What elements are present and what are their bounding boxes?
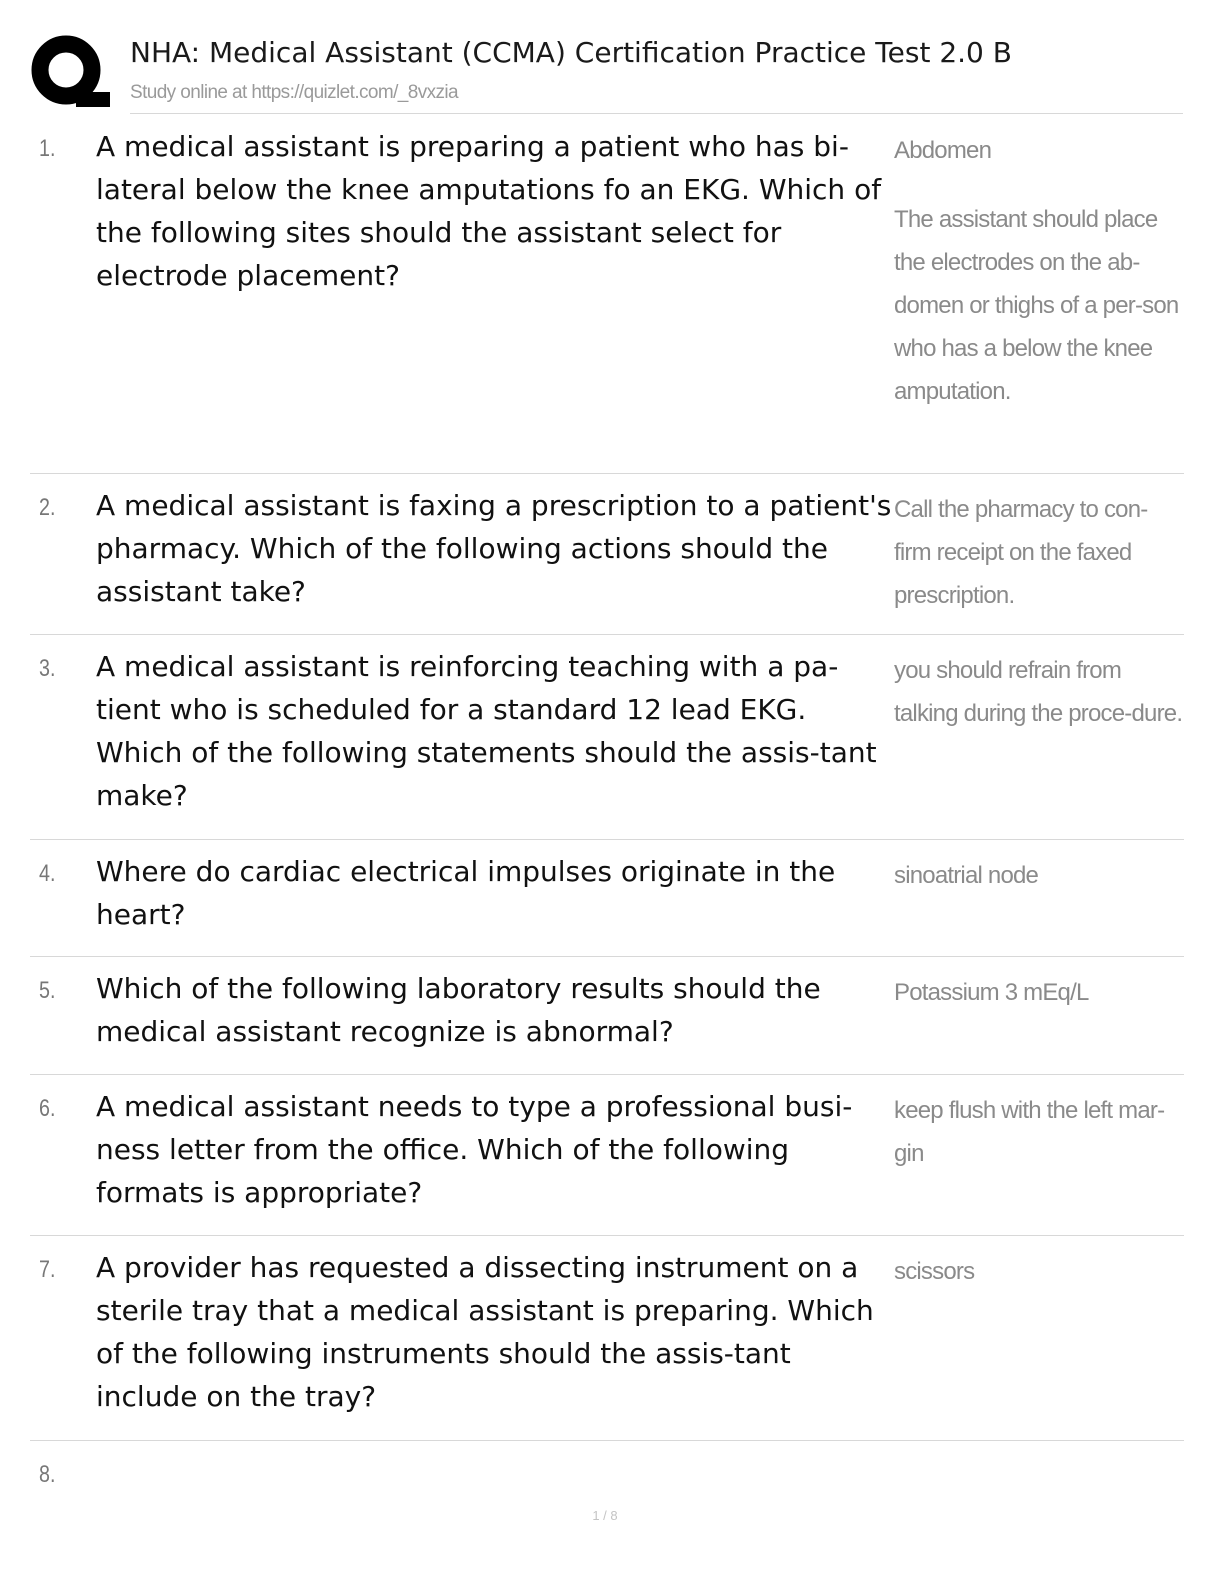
card-answer-explanation: The assistant should place the electrodes on the ab-domen or thighs of a per-son who has a below the knee amputation. (894, 206, 1179, 405)
flashcard-list (30, 115, 1184, 1511)
card-answer: Potassium 3 mEq/L (894, 979, 1089, 1006)
card-answer-term: Abdomen (894, 137, 992, 164)
card-question: A medical assistant needs to type a professional busi-ness letter from the office. Which of the following formats is appropriate? (96, 1090, 853, 1209)
card-question: Where do cardiac electrical impulses originate in the heart? (96, 855, 836, 931)
flashcard-7 (30, 1236, 1184, 1441)
card-number: 1. (39, 135, 56, 162)
card-answer: you should refrain from talking during the proce-dure. (894, 657, 1183, 727)
flashcard-3 (30, 635, 1184, 840)
card-number: 8. (39, 1461, 56, 1488)
card-number: 4. (39, 860, 56, 887)
flashcard-5 (30, 957, 1184, 1075)
card-number: 6. (39, 1095, 56, 1122)
card-number: 7. (39, 1256, 56, 1283)
card-number: 5. (39, 977, 56, 1004)
card-number: 3. (39, 655, 56, 682)
header-divider (130, 113, 1183, 114)
card-answer: keep flush with the left mar-gin (894, 1097, 1165, 1167)
card-question: A medical assistant is reinforcing teaching with a pa-tient who is scheduled for a standard 12 lead EKG. Which of the following statements should the assis-tant make? (96, 650, 877, 812)
page-number: 1 / 8 (592, 1508, 618, 1523)
card-question: A medical assistant is preparing a patient who has bi-lateral below the knee amputations fo an EKG. Which of the following sites should the assistant select for electrode placement? (96, 130, 882, 292)
flashcard-1 (30, 115, 1184, 474)
flashcard-4 (30, 840, 1184, 957)
quizlet-logo-icon (30, 34, 110, 110)
flashcard-6 (30, 1075, 1184, 1236)
card-question: A medical assistant is faxing a prescription to a patient's pharmacy. Which of the following actions should the assistant take? (96, 489, 892, 608)
card-question: A provider has requested a dissecting instrument on a sterile tray that a medical assistant is preparing. Which of the following instruments should the assis-tant include on the tray? (96, 1251, 874, 1413)
page-title: NHA: Medical Assistant (CCMA) Certification Practice Test 2.0 B (130, 36, 1012, 69)
card-answer: Call the pharmacy to con-firm receipt on the faxed prescription. (894, 496, 1148, 609)
card-answer (894, 129, 1184, 413)
flashcard-8 (30, 1441, 1184, 1511)
study-online-link[interactable]: Study online at https://quizlet.com/_8vxzia (130, 82, 459, 103)
card-number: 2. (39, 494, 56, 521)
card-answer: sinoatrial node (894, 862, 1039, 889)
card-answer: scissors (894, 1258, 975, 1285)
card-question: Which of the following laboratory results should the medical assistant recognize is abnormal? (96, 972, 821, 1048)
page-header (30, 30, 1190, 110)
flashcard-2 (30, 474, 1184, 635)
